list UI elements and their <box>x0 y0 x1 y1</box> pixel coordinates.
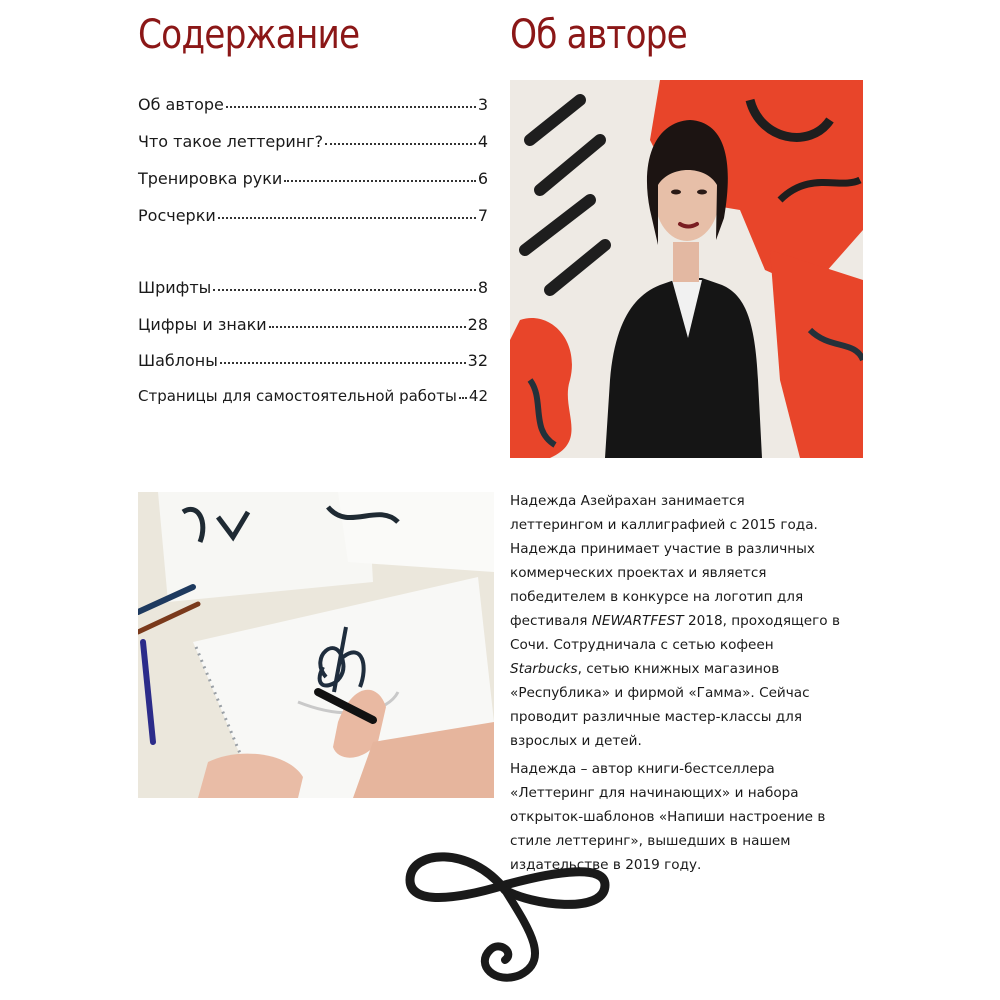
toc-leader-dots <box>325 143 476 145</box>
toc-item[interactable] <box>138 88 488 114</box>
toc-item-title: Об авторе <box>138 95 224 114</box>
toc-item-title: Росчерки <box>138 206 216 225</box>
toc-item-title: Тренировка руки <box>138 169 283 188</box>
toc-item[interactable] <box>138 271 488 297</box>
toc-item[interactable] <box>138 308 488 334</box>
toc-item-title: Что такое леттеринг? <box>138 132 324 151</box>
toc-item-title: Страницы для самостоятельной работы <box>138 387 457 405</box>
author-portrait-photo <box>510 80 863 458</box>
toc-item-title: Цифры и знаки <box>138 315 267 334</box>
bio-text: Надежда Азейрахан занимается леттерингом и каллиграфией с 2015 года. Надежда принимает участие в различных коммерческих проектах и является победителем в конкурсе на логотип для фестиваля <box>510 493 818 629</box>
toc-item[interactable] <box>138 199 488 225</box>
toc-leader-dots <box>220 362 466 364</box>
toc-item[interactable] <box>138 125 488 151</box>
toc-item[interactable] <box>138 379 488 405</box>
bio-text: 2018, проходящего в Сочи. Сотрудничала с сетью кофеен <box>510 613 840 653</box>
toc-item-page: 6 <box>477 169 488 188</box>
toc-heading: Содержание <box>138 12 360 58</box>
toc-leader-dots <box>284 180 476 182</box>
toc-item-page: 3 <box>477 95 488 114</box>
lettering-work-photo <box>138 492 494 798</box>
toc-item-title: Шаблоны <box>138 351 218 370</box>
author-bio <box>510 489 840 877</box>
toc-item-page: 4 <box>477 132 488 151</box>
toc-leader-dots <box>459 397 467 399</box>
toc-leader-dots <box>269 326 466 328</box>
toc-leader-dots <box>226 106 476 108</box>
bio-text: , сетью книжных магазинов «Республика» и фирмой «Гамма». Сейчас проводит различные мастер-классы для взрослых и детей. <box>510 661 810 749</box>
toc-leader-dots <box>218 217 476 219</box>
brand-name: Starbucks <box>510 661 578 677</box>
toc-leader-dots <box>213 289 476 291</box>
toc-item-page: 42 <box>468 387 488 405</box>
bio-paragraph <box>510 489 840 753</box>
toc-item-page: 7 <box>477 206 488 225</box>
author-heading: Об авторе <box>510 12 687 58</box>
festival-name: NEWARTFEST <box>591 613 684 629</box>
toc-item[interactable] <box>138 162 488 188</box>
calligraphic-flourish-icon <box>400 835 615 985</box>
toc-item-title: Шрифты <box>138 278 212 297</box>
toc-item-page: 8 <box>477 278 488 297</box>
toc-item[interactable] <box>138 344 488 370</box>
toc-item-page: 32 <box>467 351 488 370</box>
toc-item-page: 28 <box>467 315 488 334</box>
bio-paragraph: Надежда – автор книги-бестселлера «Леттеринг для начинающих» и набора открыток-шаблонов «Напиши настроение в стиле леттеринг», вышедших в нашем издательстве в 2019 году. <box>510 761 826 873</box>
